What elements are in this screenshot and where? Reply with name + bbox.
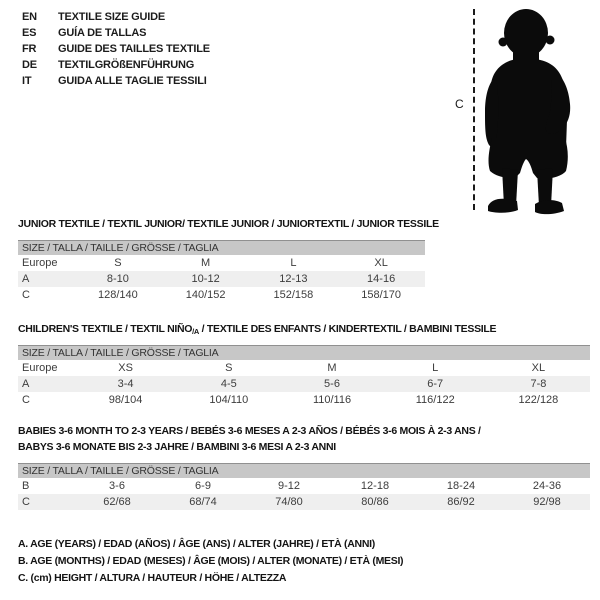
age-cell: 9-12 [277, 480, 301, 492]
size-cell: M [327, 362, 337, 374]
lang-code: IT [22, 75, 32, 87]
row-label: C [22, 289, 30, 301]
title-subscript: /A [192, 327, 200, 336]
table-row-age [18, 271, 425, 287]
row-label: Europe [22, 362, 58, 374]
height-cell: 152/158 [273, 289, 314, 301]
height-cell: 98/104 [108, 394, 143, 406]
height-cell: 116/122 [415, 394, 455, 406]
height-cell: 92/98 [533, 496, 561, 508]
table-header-bar: SIZE / TALLA / TAILLE / GRÖSSE / TAGLIA [18, 463, 590, 478]
language-guide-list [22, 9, 210, 89]
title-text: / TEXTILE DES ENFANTS / KINDERTEXTIL / BAMBINI TESSILE [199, 323, 497, 335]
size-cell: M [201, 257, 211, 269]
age-cell: 6-7 [427, 378, 444, 390]
babies-size-table [18, 463, 590, 510]
measure-label-c: C [455, 97, 464, 111]
size-cell: XL [374, 257, 388, 269]
lang-label: GUÍA DE TALLAS [58, 27, 147, 39]
table-row-europe [18, 360, 590, 376]
lang-row-en [22, 9, 210, 25]
row-label: C [22, 394, 30, 406]
table-row-europe [18, 255, 425, 271]
age-cell: 18-24 [446, 480, 476, 492]
age-cell: 4-5 [220, 378, 237, 390]
height-cell: 140/152 [185, 289, 226, 301]
age-cell: 10-12 [191, 273, 220, 285]
table-header-bar: SIZE / TALLA / TAILLE / GRÖSSE / TAGLIA [18, 345, 590, 360]
height-cell: 110/116 [312, 394, 352, 406]
footnote-c: C. (cm) HEIGHT / ALTURA / HAUTEUR / HÖHE / ALTEZZA [18, 572, 287, 584]
row-label: A [22, 273, 30, 285]
lang-label: TEXTILGRÖßENFÜHRUNG [58, 59, 195, 71]
table-row-age [18, 376, 590, 392]
age-cell: 5-6 [324, 378, 340, 390]
table-row-age-months [18, 478, 590, 494]
lang-code: FR [22, 43, 37, 55]
lang-code: EN [22, 11, 37, 23]
lang-label: GUIDE DES TAILLES TEXTILE [58, 43, 210, 55]
height-cell: 86/92 [447, 496, 475, 508]
age-cell: 3-6 [109, 480, 125, 492]
row-label: B [22, 480, 30, 492]
table-row-height [18, 392, 590, 408]
row-label: Europe [22, 257, 58, 269]
lang-code: ES [22, 27, 37, 39]
lang-row-es [22, 25, 210, 41]
lang-label: GUIDA ALLE TAGLIE TESSILI [58, 75, 207, 87]
title-line-1: BABIES 3-6 MONTH TO 2-3 YEARS / BEBÉS 3-6 MESES A 2-3 AÑOS / BÉBÉS 3-6 MOIS À 2-3 ANS / [18, 425, 481, 437]
lang-row-fr [22, 41, 210, 57]
height-cell: 68/74 [189, 496, 217, 508]
height-cell: 158/170 [361, 289, 401, 301]
height-cell: 74/80 [275, 496, 303, 508]
row-label: A [22, 378, 30, 390]
footnote-b: B. AGE (MONTHS) / EDAD (MESES) / ÂGE (MOIS) / ALTER (MONATE) / ETÀ (MESI) [18, 555, 404, 567]
baby-silhouette-icon [485, 8, 595, 223]
age-cell: 24-36 [532, 480, 562, 492]
size-cell: XL [531, 362, 546, 374]
size-cell: S [225, 362, 233, 374]
footnote-a: A. AGE (YEARS) / EDAD (AÑOS) / ÂGE (ANS) / ALTER (JAHRE) / ETÀ (ANNI) [18, 538, 375, 550]
title-line-2: BABYS 3-6 MONATE BIS 2-3 JAHRE / BAMBINI 3-6 MESI A 2-3 ANNI [18, 441, 336, 453]
age-cell: 12-18 [360, 480, 390, 492]
footnote-legend [18, 536, 403, 587]
size-cell: L [432, 362, 439, 374]
table-header-bar: SIZE / TALLA / TAILLE / GRÖSSE / TAGLIA [18, 240, 425, 255]
size-cell: XS [118, 362, 133, 374]
age-cell: 8-10 [106, 273, 129, 285]
age-cell: 6-9 [195, 480, 211, 492]
age-cell: 7-8 [530, 378, 547, 390]
section-title-babies [18, 423, 481, 455]
lang-label: TEXTILE SIZE GUIDE [58, 11, 166, 23]
row-label: C [22, 496, 30, 508]
junior-size-table [18, 240, 425, 303]
height-cell: 80/86 [361, 496, 389, 508]
height-cell: 122/128 [518, 394, 559, 406]
lang-row-it [22, 73, 210, 89]
height-cell: 62/68 [103, 496, 131, 508]
height-cell: 104/110 [209, 394, 249, 406]
age-cell: 3-4 [117, 378, 134, 390]
children-size-table [18, 345, 590, 408]
height-cell: 128/140 [97, 289, 138, 301]
section-title-junior: JUNIOR TEXTILE / TEXTIL JUNIOR/ TEXTILE JUNIOR / JUNIORTEXTIL / JUNIOR TESSILE [18, 218, 439, 230]
table-row-height [18, 494, 590, 510]
size-cell: L [290, 257, 297, 269]
height-measure-dashed-line [473, 9, 475, 210]
lang-code: DE [22, 59, 37, 71]
age-cell: 14-16 [367, 273, 396, 285]
lang-row-de [22, 57, 210, 73]
section-title-children [18, 321, 496, 340]
title-text: CHILDREN'S TEXTILE / TEXTIL NIÑO [18, 323, 193, 335]
table-row-height [18, 287, 425, 303]
size-cell: S [114, 257, 122, 269]
age-cell: 12-13 [279, 273, 308, 285]
